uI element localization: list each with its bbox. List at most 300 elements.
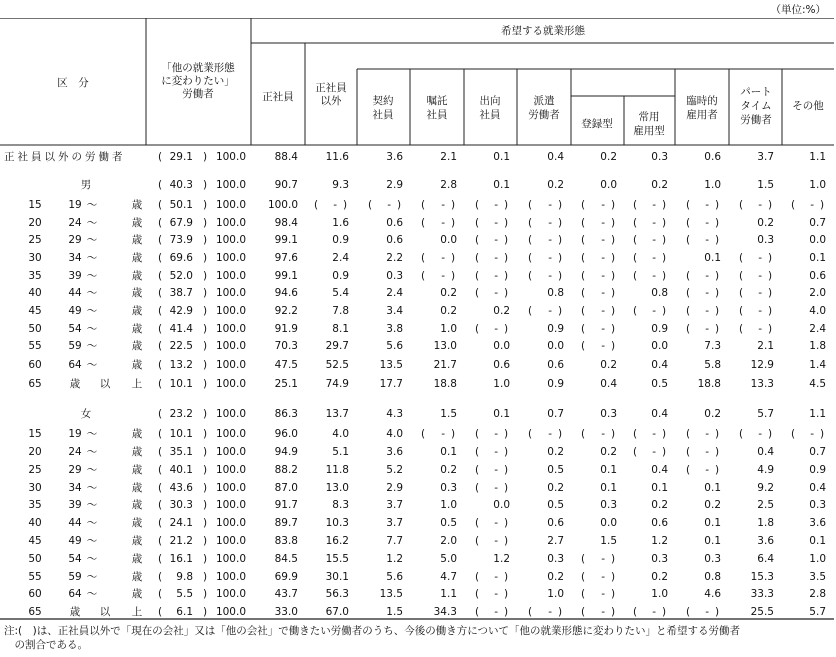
cell-paren-open: ( (527, 217, 533, 229)
cell-value: 0.6 (493, 359, 510, 371)
cell-value: 0.3 (547, 553, 564, 565)
cell-value: 87.0 (274, 482, 298, 494)
cell-paren-open: ( (527, 305, 533, 317)
row-age-tilde: ～ (86, 199, 98, 211)
row-age-from: 45 (28, 535, 42, 547)
cell-value: 5.0 (440, 553, 457, 565)
row-share-open: ( (157, 199, 163, 211)
cell-value: 9.3 (332, 179, 349, 191)
cell-paren-close: ) (819, 428, 825, 440)
row-age-unit: 歳 (131, 517, 143, 529)
row-age-from: 60 (28, 359, 42, 371)
cell-value: 5.6 (386, 571, 403, 583)
row-age-unit: 歳 (131, 252, 143, 264)
cell-value: 67.0 (325, 606, 349, 618)
cell-value: - (705, 464, 709, 476)
cell-value: 0.2 (493, 305, 510, 317)
row-total: 100.0 (215, 588, 246, 600)
cell-value: 0.8 (704, 571, 721, 583)
cell-value: 0.1 (493, 408, 510, 420)
cell-paren-open: ( (685, 234, 691, 246)
cell-value: - (601, 340, 605, 352)
cell-value: 4.9 (757, 464, 774, 476)
cell-value: 94.6 (274, 287, 298, 299)
cell-value: 2.0 (809, 287, 826, 299)
row-age-from: 45 (28, 305, 42, 317)
cell-value: - (601, 217, 605, 229)
cell-value: 86.3 (274, 408, 298, 420)
cell-paren-open: ( (685, 305, 691, 317)
row-age-from: 20 (28, 217, 42, 229)
cell-value: 91.9 (274, 323, 298, 335)
cell-value: 0.2 (600, 151, 617, 163)
cell-value: 92.2 (274, 305, 298, 317)
cell-value: - (494, 482, 498, 494)
cell-value: - (494, 588, 498, 600)
cell-paren-close: ) (767, 428, 773, 440)
row-share-open: ( (157, 234, 163, 246)
cell-value: 2.2 (386, 252, 403, 264)
cell-value: 0.1 (704, 482, 721, 494)
cell-paren-open: ( (580, 428, 586, 440)
row-share-open: ( (157, 323, 163, 335)
cell-value: - (494, 428, 498, 440)
row-age-tilde: ～ (86, 217, 98, 229)
row-age-unit: 歳 (131, 270, 143, 282)
cell-paren-close: ) (503, 234, 509, 246)
cell-paren-open: ( (632, 446, 638, 458)
cell-value: - (494, 535, 498, 547)
row-age-to: 49 (68, 535, 82, 547)
row-share-close: ) (202, 446, 208, 458)
row-age-unit: 歳 (131, 234, 143, 246)
cell-value: 0.2 (600, 359, 617, 371)
row-share-open: ( (157, 606, 163, 618)
cell-paren-close: ) (557, 252, 563, 264)
header-parttime: タイム (740, 100, 772, 112)
cell-paren-open: ( (527, 270, 533, 282)
cell-value: 1.6 (332, 217, 349, 229)
row-age-unit: 歳 (131, 588, 143, 600)
cell-value: 0.3 (600, 499, 617, 511)
cell-value: 0.4 (600, 378, 617, 390)
cell-value: - (758, 199, 762, 211)
row-age-65-and: 以 (99, 606, 111, 618)
cell-paren-close: ) (767, 252, 773, 264)
cell-value: 2.9 (386, 179, 403, 191)
cell-value: 0.3 (651, 553, 668, 565)
cell-value: 13.5 (379, 588, 403, 600)
row-age-to: 39 (68, 270, 82, 282)
cell-value: - (441, 270, 445, 282)
row-share-value: 5.5 (176, 588, 193, 600)
cell-value: 91.7 (274, 499, 298, 511)
cell-value: 2.0 (440, 535, 457, 547)
table-grid (0, 18, 834, 620)
row-share-close: ) (202, 252, 208, 264)
cell-value: - (705, 199, 709, 211)
cell-value: 5.1 (332, 446, 349, 458)
cell-value: - (758, 287, 762, 299)
cell-value: 0.0 (440, 234, 457, 246)
row-age-from: 20 (28, 446, 42, 458)
cell-value: - (601, 270, 605, 282)
footnote-line-1: 注:( )は、正社員以外で「現在の会社」又は「他の会社」で働きたい労働者のうち、今後の働き方について「他の就業形態に変わりたい」と希望する労働者 (4, 625, 741, 637)
cell-value: 2.8 (440, 179, 457, 191)
cell-value: 0.6 (547, 517, 564, 529)
cell-paren-close: ) (610, 287, 616, 299)
row-share-value: 38.7 (169, 287, 193, 299)
cell-value: 11.6 (325, 151, 349, 163)
cell-value: - (548, 234, 552, 246)
cell-value: - (758, 323, 762, 335)
row-share-open: ( (157, 535, 163, 547)
cell-value: - (758, 305, 762, 317)
cell-value: 1.0 (547, 588, 564, 600)
cell-value: 0.2 (547, 571, 564, 583)
row-total: 100.0 (215, 151, 246, 163)
row-total: 100.0 (215, 571, 246, 583)
cell-paren-open: ( (527, 606, 533, 618)
row-age-unit: 歳 (131, 535, 143, 547)
cell-paren-close: ) (661, 428, 667, 440)
row-total: 100.0 (215, 323, 246, 335)
cell-value: 0.8 (547, 287, 564, 299)
cell-value: 0.2 (600, 446, 617, 458)
row-age-to: 19 (68, 199, 82, 211)
cell-paren-close: ) (661, 199, 667, 211)
cell-value: 2.4 (386, 287, 403, 299)
cell-paren-open: ( (580, 553, 586, 565)
cell-value: 0.8 (651, 287, 668, 299)
row-age-to: 24 (68, 217, 82, 229)
cell-value: 1.0 (809, 553, 826, 565)
cell-value: 0.0 (600, 179, 617, 191)
header-dispatch: 労働者 (528, 109, 560, 121)
cell-paren-close: ) (661, 446, 667, 458)
header-regular-employee: 正社員 (262, 91, 294, 103)
row-total: 100.0 (215, 482, 246, 494)
cell-value: - (652, 270, 656, 282)
cell-paren-close: ) (767, 199, 773, 211)
cell-value: - (548, 199, 552, 211)
cell-value: 5.6 (386, 340, 403, 352)
header-dispatch: 派遣 (533, 95, 555, 107)
cell-value: 99.1 (274, 234, 298, 246)
cell-value: - (494, 323, 498, 335)
row-age-tilde: ～ (86, 359, 98, 371)
row-share-open: ( (157, 428, 163, 440)
cell-paren-open: ( (738, 270, 744, 282)
cell-value: 5.7 (757, 408, 774, 420)
header-contract: 契約 (372, 95, 394, 107)
cell-value: 0.6 (386, 234, 403, 246)
cell-value: 1.1 (440, 588, 457, 600)
cell-value: 0.7 (547, 408, 564, 420)
cell-value: 16.2 (325, 535, 349, 547)
cell-value: - (494, 217, 498, 229)
row-share-close: ) (202, 305, 208, 317)
cell-value: - (705, 323, 709, 335)
row-age-tilde: ～ (86, 482, 98, 494)
cell-value: 3.6 (757, 535, 774, 547)
cell-paren-open: ( (580, 252, 586, 264)
cell-value: 1.0 (493, 378, 510, 390)
row-share-value: 10.1 (169, 428, 193, 440)
cell-value: 0.3 (440, 482, 457, 494)
cell-value: 2.1 (757, 340, 774, 352)
cell-paren-close: ) (503, 217, 509, 229)
cell-value: 2.1 (440, 151, 457, 163)
row-share-close: ) (202, 287, 208, 299)
cell-value: - (705, 428, 709, 440)
row-age-tilde: ～ (86, 535, 98, 547)
cell-value: 0.1 (704, 252, 721, 264)
cell-value: 3.8 (386, 323, 403, 335)
cell-value: 0.2 (547, 446, 564, 458)
cell-paren-open: ( (685, 428, 691, 440)
cell-value: - (494, 270, 498, 282)
cell-paren-open: ( (420, 252, 426, 264)
cell-value: 0.2 (440, 287, 457, 299)
row-total: 100.0 (215, 517, 246, 529)
cell-value: 0.2 (704, 499, 721, 511)
cell-paren-open: ( (474, 464, 480, 476)
cell-value: 13.7 (325, 408, 349, 420)
cell-paren-open: ( (580, 287, 586, 299)
cell-paren-close: ) (557, 199, 563, 211)
row-age-unit: 歳 (131, 199, 143, 211)
row-age-from: 40 (28, 287, 42, 299)
cell-value: 0.1 (493, 179, 510, 191)
row-label-sex: 女 (80, 408, 92, 420)
row-age-from: 15 (28, 428, 42, 440)
header-desired-form: 希望する就業形態 (501, 25, 585, 37)
cell-value: 1.5 (600, 535, 617, 547)
row-age-to: 44 (68, 517, 82, 529)
cell-value: 3.6 (809, 517, 826, 529)
row-share-close: ) (202, 378, 208, 390)
cell-value: 3.6 (386, 151, 403, 163)
cell-value: 0.5 (440, 517, 457, 529)
row-age-tilde: ～ (86, 588, 98, 600)
row-age-to: 64 (68, 359, 82, 371)
row-share-close: ) (202, 270, 208, 282)
cell-paren-open: ( (685, 606, 691, 618)
row-age-tilde: ～ (86, 252, 98, 264)
row-share-close: ) (202, 199, 208, 211)
cell-value: 0.1 (493, 151, 510, 163)
row-share-value: 73.9 (169, 234, 193, 246)
cell-paren-close: ) (342, 199, 348, 211)
row-age-unit: 歳 (131, 323, 143, 335)
cell-value: 2.4 (809, 323, 826, 335)
row-age-unit: 歳 (131, 217, 143, 229)
row-age-to: 24 (68, 446, 82, 458)
row-total: 100.0 (215, 499, 246, 511)
cell-value: 0.0 (493, 340, 510, 352)
cell-value: 7.8 (332, 305, 349, 317)
cell-paren-close: ) (396, 199, 402, 211)
cell-value: 0.0 (493, 499, 510, 511)
cell-value: 1.0 (440, 323, 457, 335)
cell-value: 1.8 (809, 340, 826, 352)
cell-value: 89.7 (274, 517, 298, 529)
cell-paren-open: ( (420, 270, 426, 282)
cell-paren-open: ( (474, 571, 480, 583)
cell-value: 0.4 (809, 482, 826, 494)
row-share-value: 6.1 (176, 606, 193, 618)
cell-paren-open: ( (685, 199, 691, 211)
cell-paren-close: ) (714, 287, 720, 299)
row-total: 100.0 (215, 179, 246, 191)
cell-value: - (652, 199, 656, 211)
row-age-tilde: ～ (86, 305, 98, 317)
cell-paren-close: ) (503, 588, 509, 600)
row-total: 100.0 (215, 199, 246, 211)
cell-paren-close: ) (714, 323, 720, 335)
cell-value: 52.5 (325, 359, 349, 371)
cell-value: 25.1 (274, 378, 298, 390)
row-share-open: ( (157, 571, 163, 583)
cell-paren-open: ( (474, 252, 480, 264)
cell-value: - (810, 428, 814, 440)
cell-value: - (652, 428, 656, 440)
header-parttime: 労働者 (740, 114, 772, 126)
cell-value: 0.1 (704, 535, 721, 547)
row-age-65-unit: 歳 (69, 606, 81, 618)
cell-paren-open: ( (313, 199, 319, 211)
cell-value: 0.7 (809, 217, 826, 229)
row-share-open: ( (157, 378, 163, 390)
row-age-unit: 歳 (131, 446, 143, 458)
header-entrusted: 嘱託 (426, 95, 448, 107)
row-share-value: 30.3 (169, 499, 193, 511)
row-share-value: 35.1 (169, 446, 193, 458)
cell-paren-open: ( (474, 428, 480, 440)
cell-value: - (705, 305, 709, 317)
cell-value: - (548, 270, 552, 282)
cell-value: - (601, 323, 605, 335)
cell-value: 0.1 (600, 464, 617, 476)
cell-value: 1.0 (651, 588, 668, 600)
row-share-close: ) (202, 151, 208, 163)
cell-value: 43.7 (274, 588, 298, 600)
cell-paren-open: ( (474, 234, 480, 246)
cell-value: 97.6 (274, 252, 298, 264)
cell-paren-close: ) (610, 217, 616, 229)
cell-paren-open: ( (420, 217, 426, 229)
cell-value: - (548, 252, 552, 264)
cell-paren-close: ) (557, 234, 563, 246)
row-age-from: 25 (28, 464, 42, 476)
row-label-total: 正社員以外の労働者 (4, 151, 126, 163)
cell-value: - (652, 305, 656, 317)
cell-value: - (548, 217, 552, 229)
row-age-unit: 歳 (131, 359, 143, 371)
cell-value: 1.0 (704, 179, 721, 191)
cell-paren-close: ) (557, 305, 563, 317)
cell-value: 0.1 (809, 535, 826, 547)
row-share-open: ( (157, 359, 163, 371)
row-total: 100.0 (215, 287, 246, 299)
cell-paren-open: ( (580, 571, 586, 583)
cell-value: 84.5 (274, 553, 298, 565)
row-total: 100.0 (215, 305, 246, 317)
cell-paren-close: ) (714, 446, 720, 458)
cell-paren-close: ) (714, 234, 720, 246)
cell-value: 0.4 (757, 446, 774, 458)
cell-value: 0.9 (547, 323, 564, 335)
row-share-open: ( (157, 270, 163, 282)
cell-value: 0.5 (651, 378, 668, 390)
cell-value: 1.2 (386, 553, 403, 565)
header-category: 区 分 (57, 77, 89, 89)
cell-paren-open: ( (738, 428, 744, 440)
row-share-close: ) (202, 340, 208, 352)
cell-value: - (652, 234, 656, 246)
cell-value: - (441, 252, 445, 264)
cell-value: 17.7 (379, 378, 403, 390)
cell-value: 4.0 (386, 428, 403, 440)
cell-value: 8.3 (332, 499, 349, 511)
cell-paren-open: ( (632, 252, 638, 264)
row-share-close: ) (202, 428, 208, 440)
cell-paren-open: ( (580, 234, 586, 246)
cell-paren-close: ) (503, 323, 509, 335)
footnote-line-2: の割合である。 (4, 639, 88, 651)
cell-paren-close: ) (450, 199, 456, 211)
row-share-value: 43.6 (169, 482, 193, 494)
header-parttime: パート (740, 86, 772, 98)
row-age-tilde: ～ (86, 428, 98, 440)
row-total: 100.0 (215, 553, 246, 565)
cell-paren-close: ) (661, 305, 667, 317)
cell-value: 18.8 (697, 378, 721, 390)
cell-value: 13.0 (325, 482, 349, 494)
cell-paren-close: ) (610, 428, 616, 440)
cell-value: 5.4 (332, 287, 349, 299)
cell-paren-close: ) (714, 217, 720, 229)
cell-value: - (494, 287, 498, 299)
row-share-close: ) (202, 234, 208, 246)
cell-value: 6.4 (757, 553, 774, 565)
header-other: その他 (792, 100, 824, 112)
cell-value: 12.9 (750, 359, 774, 371)
cell-value: - (333, 199, 337, 211)
row-age-to: 49 (68, 305, 82, 317)
cell-value: 0.9 (809, 464, 826, 476)
cell-paren-close: ) (503, 199, 509, 211)
cell-value: 99.1 (274, 270, 298, 282)
cell-value: 0.0 (651, 340, 668, 352)
cell-value: 0.9 (651, 323, 668, 335)
cell-value: 4.6 (704, 588, 721, 600)
row-share-close: ) (202, 464, 208, 476)
row-age-unit: 歳 (131, 482, 143, 494)
cell-paren-close: ) (714, 270, 720, 282)
cell-value: 0.3 (757, 234, 774, 246)
header-non-regular: 以外 (320, 95, 342, 107)
cell-value: 1.5 (386, 606, 403, 618)
cell-paren-close: ) (503, 287, 509, 299)
cell-value: 8.1 (332, 323, 349, 335)
footnote (4, 624, 740, 652)
cell-paren-close: ) (661, 217, 667, 229)
cell-paren-close: ) (610, 571, 616, 583)
cell-value: - (652, 217, 656, 229)
cell-paren-close: ) (714, 606, 720, 618)
